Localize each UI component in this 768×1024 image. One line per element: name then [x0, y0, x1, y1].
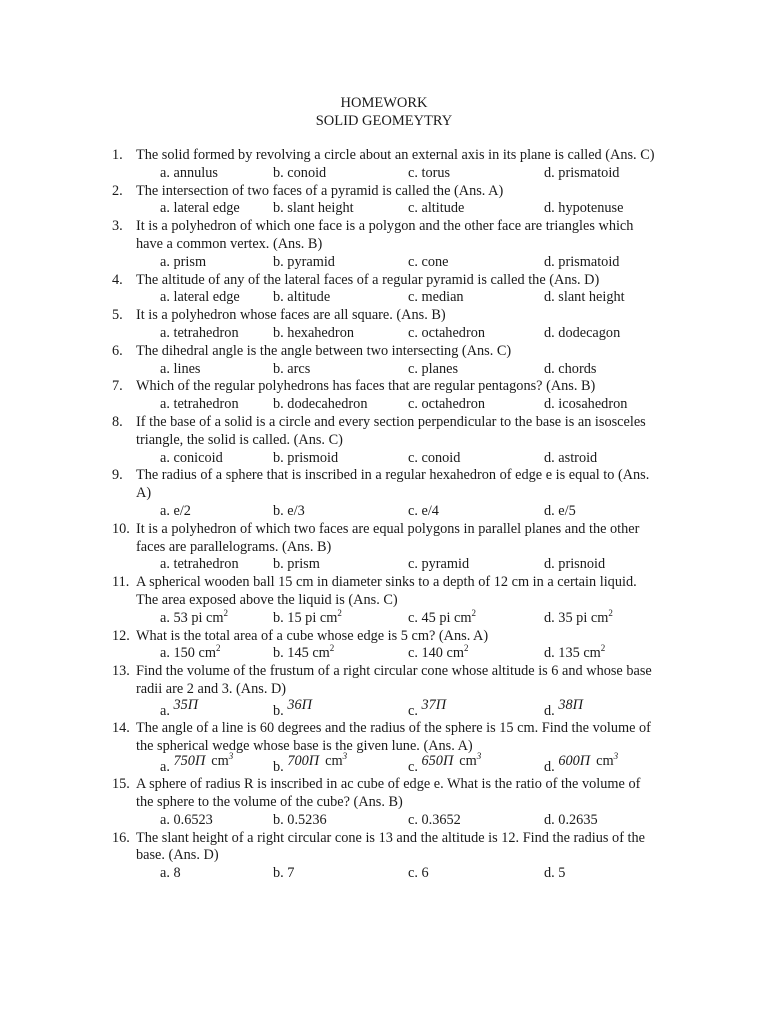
- option-a: a. tetrahedron: [160, 324, 239, 341]
- question-number: 14.: [112, 719, 130, 736]
- question-11: [112, 574, 657, 627]
- options-row: [136, 289, 657, 307]
- exponent: 2: [600, 643, 606, 654]
- option-d: d. astroid: [544, 449, 598, 466]
- options-row: [136, 696, 657, 720]
- options-row: [136, 812, 657, 830]
- question-8: [112, 414, 657, 467]
- option-c: c. 140 $cm^2$: [408, 643, 469, 662]
- option-d: d. e/5: [544, 502, 576, 519]
- question-5: [112, 307, 657, 343]
- option-b: b. 15 pi $cm^2$: [273, 607, 342, 626]
- option-expression: 750Π $cm^3$: [173, 751, 234, 770]
- question-text: A spherical wooden ball 15 cm in diameter sinks to a depth of 12 cm in a certain liquid. The area exposed above the liquid is (Ans. C): [136, 574, 637, 608]
- option-expression: 35Π: [173, 696, 199, 713]
- question-number: 10.: [112, 520, 130, 537]
- option-d: d. 35 pi $cm^2$: [544, 607, 613, 626]
- question-3: [112, 218, 657, 271]
- question-number: 11.: [112, 574, 130, 591]
- option-a: a. annulus: [160, 164, 218, 181]
- option-b: b. prism: [273, 556, 320, 573]
- option-b: b. 7: [273, 865, 295, 882]
- option-c: c. cone: [408, 253, 449, 270]
- option-b: b. e/3: [273, 502, 305, 519]
- question-number: 15.: [112, 776, 130, 793]
- option-a: a. tetrahedron: [160, 556, 239, 573]
- option-b: b. 700Π $cm^3$: [273, 751, 348, 776]
- exponent: 2: [337, 607, 342, 618]
- option-a: a. 35Π: [160, 696, 199, 719]
- option-a: a. 0.6523: [160, 811, 213, 828]
- question-text: It is a polyhedron of which two faces are equal polygons in parallel planes and the other faces are parallelograms. (Ans. B): [136, 520, 640, 555]
- question-list: [112, 147, 657, 883]
- question-number: 2.: [112, 182, 123, 199]
- option-b: b. arcs: [273, 360, 311, 377]
- option-expression: 650Π $cm^3$: [421, 751, 482, 770]
- option-c: c. 0.3652: [408, 811, 461, 828]
- option-a: a. tetrahedron: [160, 396, 239, 413]
- option-b: b. 145 $cm^2$: [273, 643, 335, 662]
- question-text: The intersection of two faces of a pyramid is called the (Ans. A): [136, 182, 504, 199]
- option-a: a. e/2: [160, 502, 191, 519]
- option-c: c. 6: [408, 865, 429, 882]
- options-row: [136, 361, 657, 379]
- exponent: 2: [463, 643, 469, 654]
- option-d: d. 5: [544, 865, 566, 882]
- question-number: 13.: [112, 663, 130, 680]
- question-text: The solid formed by revolving a circle about an external axis in its plane is called (Ans. C): [136, 147, 655, 163]
- options-row: [136, 325, 657, 343]
- option-b: b. prismoid: [273, 449, 339, 466]
- option-d: d. prismatoid: [544, 253, 620, 270]
- page-title: HOMEWORK: [340, 95, 428, 111]
- option-d: d. prismatoid: [544, 164, 620, 181]
- option-c: c. torus: [408, 164, 451, 181]
- question-text: The dihedral angle is the angle between two intersecting (Ans. C): [136, 342, 512, 359]
- option-a: a. 53 pi $cm^2$: [160, 607, 229, 626]
- option-a: a. conicoid: [160, 449, 223, 466]
- options-row: [136, 645, 657, 663]
- option-d: d. 135 $cm^2$: [544, 643, 606, 662]
- page-subtitle: SOLID GEOMEYTRY: [315, 113, 453, 129]
- question-number: 1.: [112, 147, 123, 163]
- question-number: 6.: [112, 342, 123, 359]
- question-text: It is a polyhedron of which one face is a polygon and the other face are triangles which have a common vertex. (Ans. B): [136, 218, 634, 252]
- option-b: b. pyramid: [273, 253, 335, 270]
- option-c: c. 650Π $cm^3$: [408, 751, 482, 776]
- option-d: d. dodecagon: [544, 324, 621, 341]
- option-c: c. 37Π: [408, 696, 447, 719]
- question-number: 4.: [112, 271, 123, 288]
- option-b: b. slant height: [273, 200, 354, 217]
- question-number: 9.: [112, 467, 123, 484]
- exponent: 2: [329, 643, 335, 654]
- option-d: d. 600Π $cm^3$: [544, 751, 619, 776]
- options-row: [136, 503, 657, 521]
- options-row: [136, 165, 657, 183]
- question-number: 16.: [112, 829, 130, 846]
- question-text: The slant height of a right circular cone is 13 and the altitude is 12. Find the radius of the base. (Ans. D): [136, 829, 645, 864]
- options-row: [136, 450, 657, 468]
- option-c: c. altitude: [408, 200, 465, 217]
- option-d: d. prisnoid: [544, 556, 606, 573]
- question-4: [112, 272, 657, 308]
- options-row: [136, 607, 657, 628]
- option-c: c. conoid: [408, 449, 461, 466]
- options-row: [136, 396, 657, 414]
- question-text: The angle of a line is 60 degrees and the radius of the sphere is 15 cm. Find the volume of the spherical wedge whose base is the given lune. (Ans. A): [136, 719, 651, 754]
- options-row: [136, 865, 657, 883]
- question-number: 3.: [112, 218, 123, 235]
- option-c: c. 45 pi $cm^2$: [408, 607, 477, 626]
- options-row: [136, 200, 657, 218]
- question-text: The altitude of any of the lateral faces of a regular pyramid is called the (Ans. D): [136, 271, 600, 288]
- question-2: [112, 183, 657, 219]
- option-a: a. lines: [160, 360, 201, 377]
- question-7: [112, 378, 657, 414]
- question-text: The radius of a sphere that is inscribed in a regular hexahedron of edge e is equal to (Ans. A): [136, 467, 650, 502]
- option-c: c. median: [408, 289, 464, 306]
- options-row: [136, 751, 657, 776]
- question-9: [112, 467, 657, 520]
- option-expression: 600Π $cm^3$: [558, 751, 619, 770]
- option-d: d. hypotenuse: [544, 200, 624, 217]
- exponent: 2: [223, 607, 229, 618]
- option-a: a. 8: [160, 865, 181, 882]
- option-d: d. slant height: [544, 289, 625, 306]
- option-expression: 700Π $cm^3$: [287, 751, 348, 770]
- option-d: d. 38Π: [544, 696, 583, 719]
- question-text: A sphere of radius R is inscribed in ac cube of edge e. What is the ratio of the volume of the sphere to the volume of the cube? (Ans. B): [136, 776, 641, 811]
- question-13: [112, 663, 657, 720]
- option-c: c. octahedron: [408, 396, 486, 413]
- option-expression: 38Π: [558, 696, 583, 713]
- option-d: d. 0.2635: [544, 811, 598, 828]
- question-12: [112, 628, 657, 664]
- question-text: What is the total area of a cube whose edge is 5 cm? (Ans. A): [136, 627, 489, 644]
- options-row: [136, 556, 657, 574]
- question-10: [112, 521, 657, 574]
- option-a: a. prism: [160, 253, 207, 270]
- question-6: [112, 343, 657, 379]
- question-text: Which of the regular polyhedrons has faces that are regular pentagons? (Ans. B): [136, 378, 596, 395]
- question-15: [112, 776, 657, 829]
- question-number: 5.: [112, 307, 123, 324]
- question-text: It is a polyhedron whose faces are all square. (Ans. B): [136, 307, 446, 324]
- question-16: [112, 830, 657, 883]
- exponent: 2: [215, 643, 221, 654]
- option-c: c. pyramid: [408, 556, 470, 573]
- option-c: c. octahedron: [408, 324, 486, 341]
- question-text: If the base of a solid is a circle and every section perpendicular to the base is an isosceles triangle, the solid is called. (Ans. C): [136, 413, 646, 448]
- option-b: b. dodecahedron: [273, 396, 368, 413]
- option-b: b. altitude: [273, 289, 331, 306]
- option-c: c. planes: [408, 360, 459, 377]
- exponent: 2: [471, 607, 477, 618]
- option-d: d. chords: [544, 360, 597, 377]
- question-number: 8.: [112, 413, 123, 430]
- option-b: b. 0.5236: [273, 811, 327, 828]
- question-text: Find the volume of the frustum of a right circular cone whose altitude is 6 and whose base radii are 2 and 3. (Ans. D): [136, 663, 652, 697]
- option-c: c. e/4: [408, 502, 439, 519]
- options-row: [136, 254, 657, 272]
- question-number: 7.: [112, 378, 123, 395]
- option-a: a. 750Π $cm^3$: [160, 751, 234, 776]
- question-1: [112, 147, 657, 183]
- option-a: a. lateral edge: [160, 289, 240, 306]
- option-b: b. 36Π: [273, 696, 312, 719]
- option-b: b. conoid: [273, 164, 327, 181]
- option-expression: 37Π: [421, 696, 447, 713]
- option-a: a. lateral edge: [160, 200, 240, 217]
- exponent: 2: [608, 607, 613, 618]
- question-14: [112, 720, 657, 777]
- question-number: 12.: [112, 627, 130, 644]
- option-b: b. hexahedron: [273, 324, 354, 341]
- option-a: a. 150 $cm^2$: [160, 643, 221, 662]
- option-d: d. icosahedron: [544, 396, 628, 413]
- option-expression: 36Π: [287, 696, 312, 713]
